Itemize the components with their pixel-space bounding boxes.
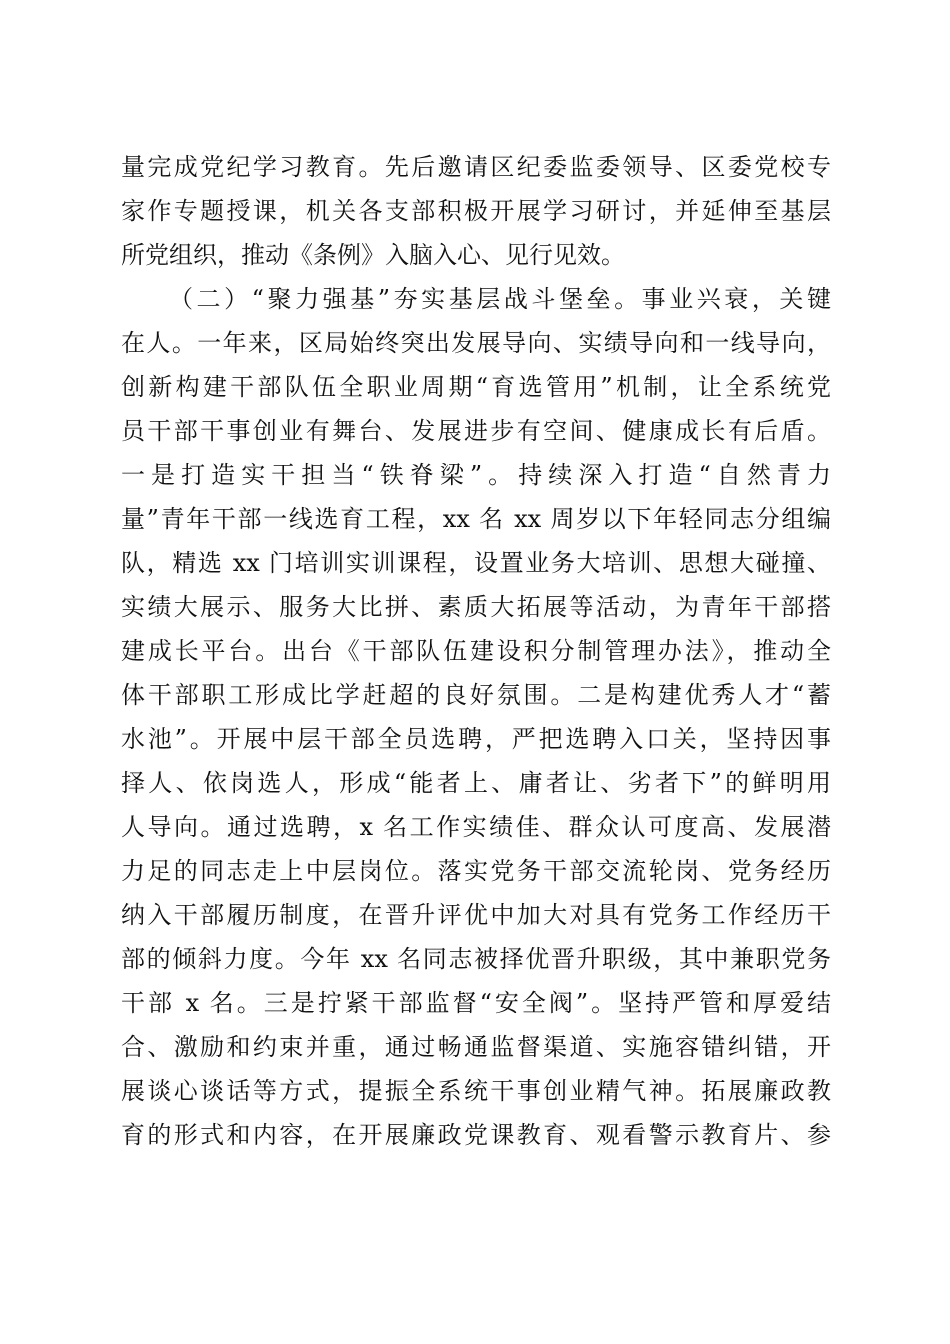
- text-line: 部的倾斜力度。今年 xx 名同志被择优晋升职级，其中兼职党务: [121, 945, 831, 973]
- text-line: 纳入干部履历制度，在晋升评优中加大对具有党务工作经历干: [121, 901, 831, 929]
- text-line: 创新构建干部队伍全职业周期“育选管用”机制，让全系统党: [121, 373, 831, 401]
- text-line: 量完成党纪学习教育。先后邀请区纪委监委领导、区委党校专: [121, 153, 831, 181]
- text-line: 体干部职工形成比学赶超的良好氛围。二是构建优秀人才“蓄: [121, 681, 831, 709]
- text-line: 在人。一年来，区局始终突出发展导向、实绩导向和一线导向，: [121, 329, 831, 357]
- text-line: 水池”。开展中层干部全员选聘，严把选聘入口关，坚持因事: [121, 725, 831, 753]
- text-line: 人导向。通过选聘，x 名工作实绩佳、群众认可度高、发展潜: [121, 813, 831, 841]
- text-line: 合、激励和约束并重，通过畅通监督渠道、实施容错纠错，开: [121, 1033, 831, 1061]
- text-line: 育的形式和内容，在开展廉政党课教育、观看警示教育片、参: [121, 1121, 831, 1149]
- text-line: 所党组织，推动《条例》入脑入心、见行见效。: [121, 241, 625, 269]
- text-line: 实绩大展示、服务大比拼、素质大拓展等活动，为青年干部搭: [121, 593, 831, 621]
- section-heading-line: （二）“聚力强基”夯实基层战斗堡垒。事业兴衰，关键: [169, 285, 831, 313]
- text-line: 择人、依岗选人，形成“能者上、庸者让、劣者下”的鲜明用: [121, 769, 831, 797]
- text-line: 队，精选 xx 门培训实训课程，设置业务大培训、思想大碰撞、: [121, 549, 831, 577]
- text-line: 力足的同志走上中层岗位。落实党务干部交流轮岗、党务经历: [121, 857, 831, 885]
- text-line: 展谈心谈话等方式，提振全系统干事创业精气神。拓展廉政教: [121, 1077, 831, 1105]
- body-text: [121, 145, 831, 1157]
- text-line: 建成长平台。出台《干部队伍建设积分制管理办法》，推动全: [121, 637, 831, 665]
- text-line: 一是打造实干担当“铁脊梁”。持续深入打造“自然青力: [121, 461, 831, 489]
- text-line: 量”青年干部一线选育工程，xx 名 xx 周岁以下年轻同志分组编: [121, 505, 831, 533]
- text-line: 干部 x 名。三是拧紧干部监督“安全阀”。坚持严管和厚爱结: [121, 989, 831, 1017]
- text-line: 员干部干事创业有舞台、发展进步有空间、健康成长有后盾。: [121, 417, 831, 445]
- text-line: 家作专题授课，机关各支部积极开展学习研讨，并延伸至基层: [121, 197, 831, 225]
